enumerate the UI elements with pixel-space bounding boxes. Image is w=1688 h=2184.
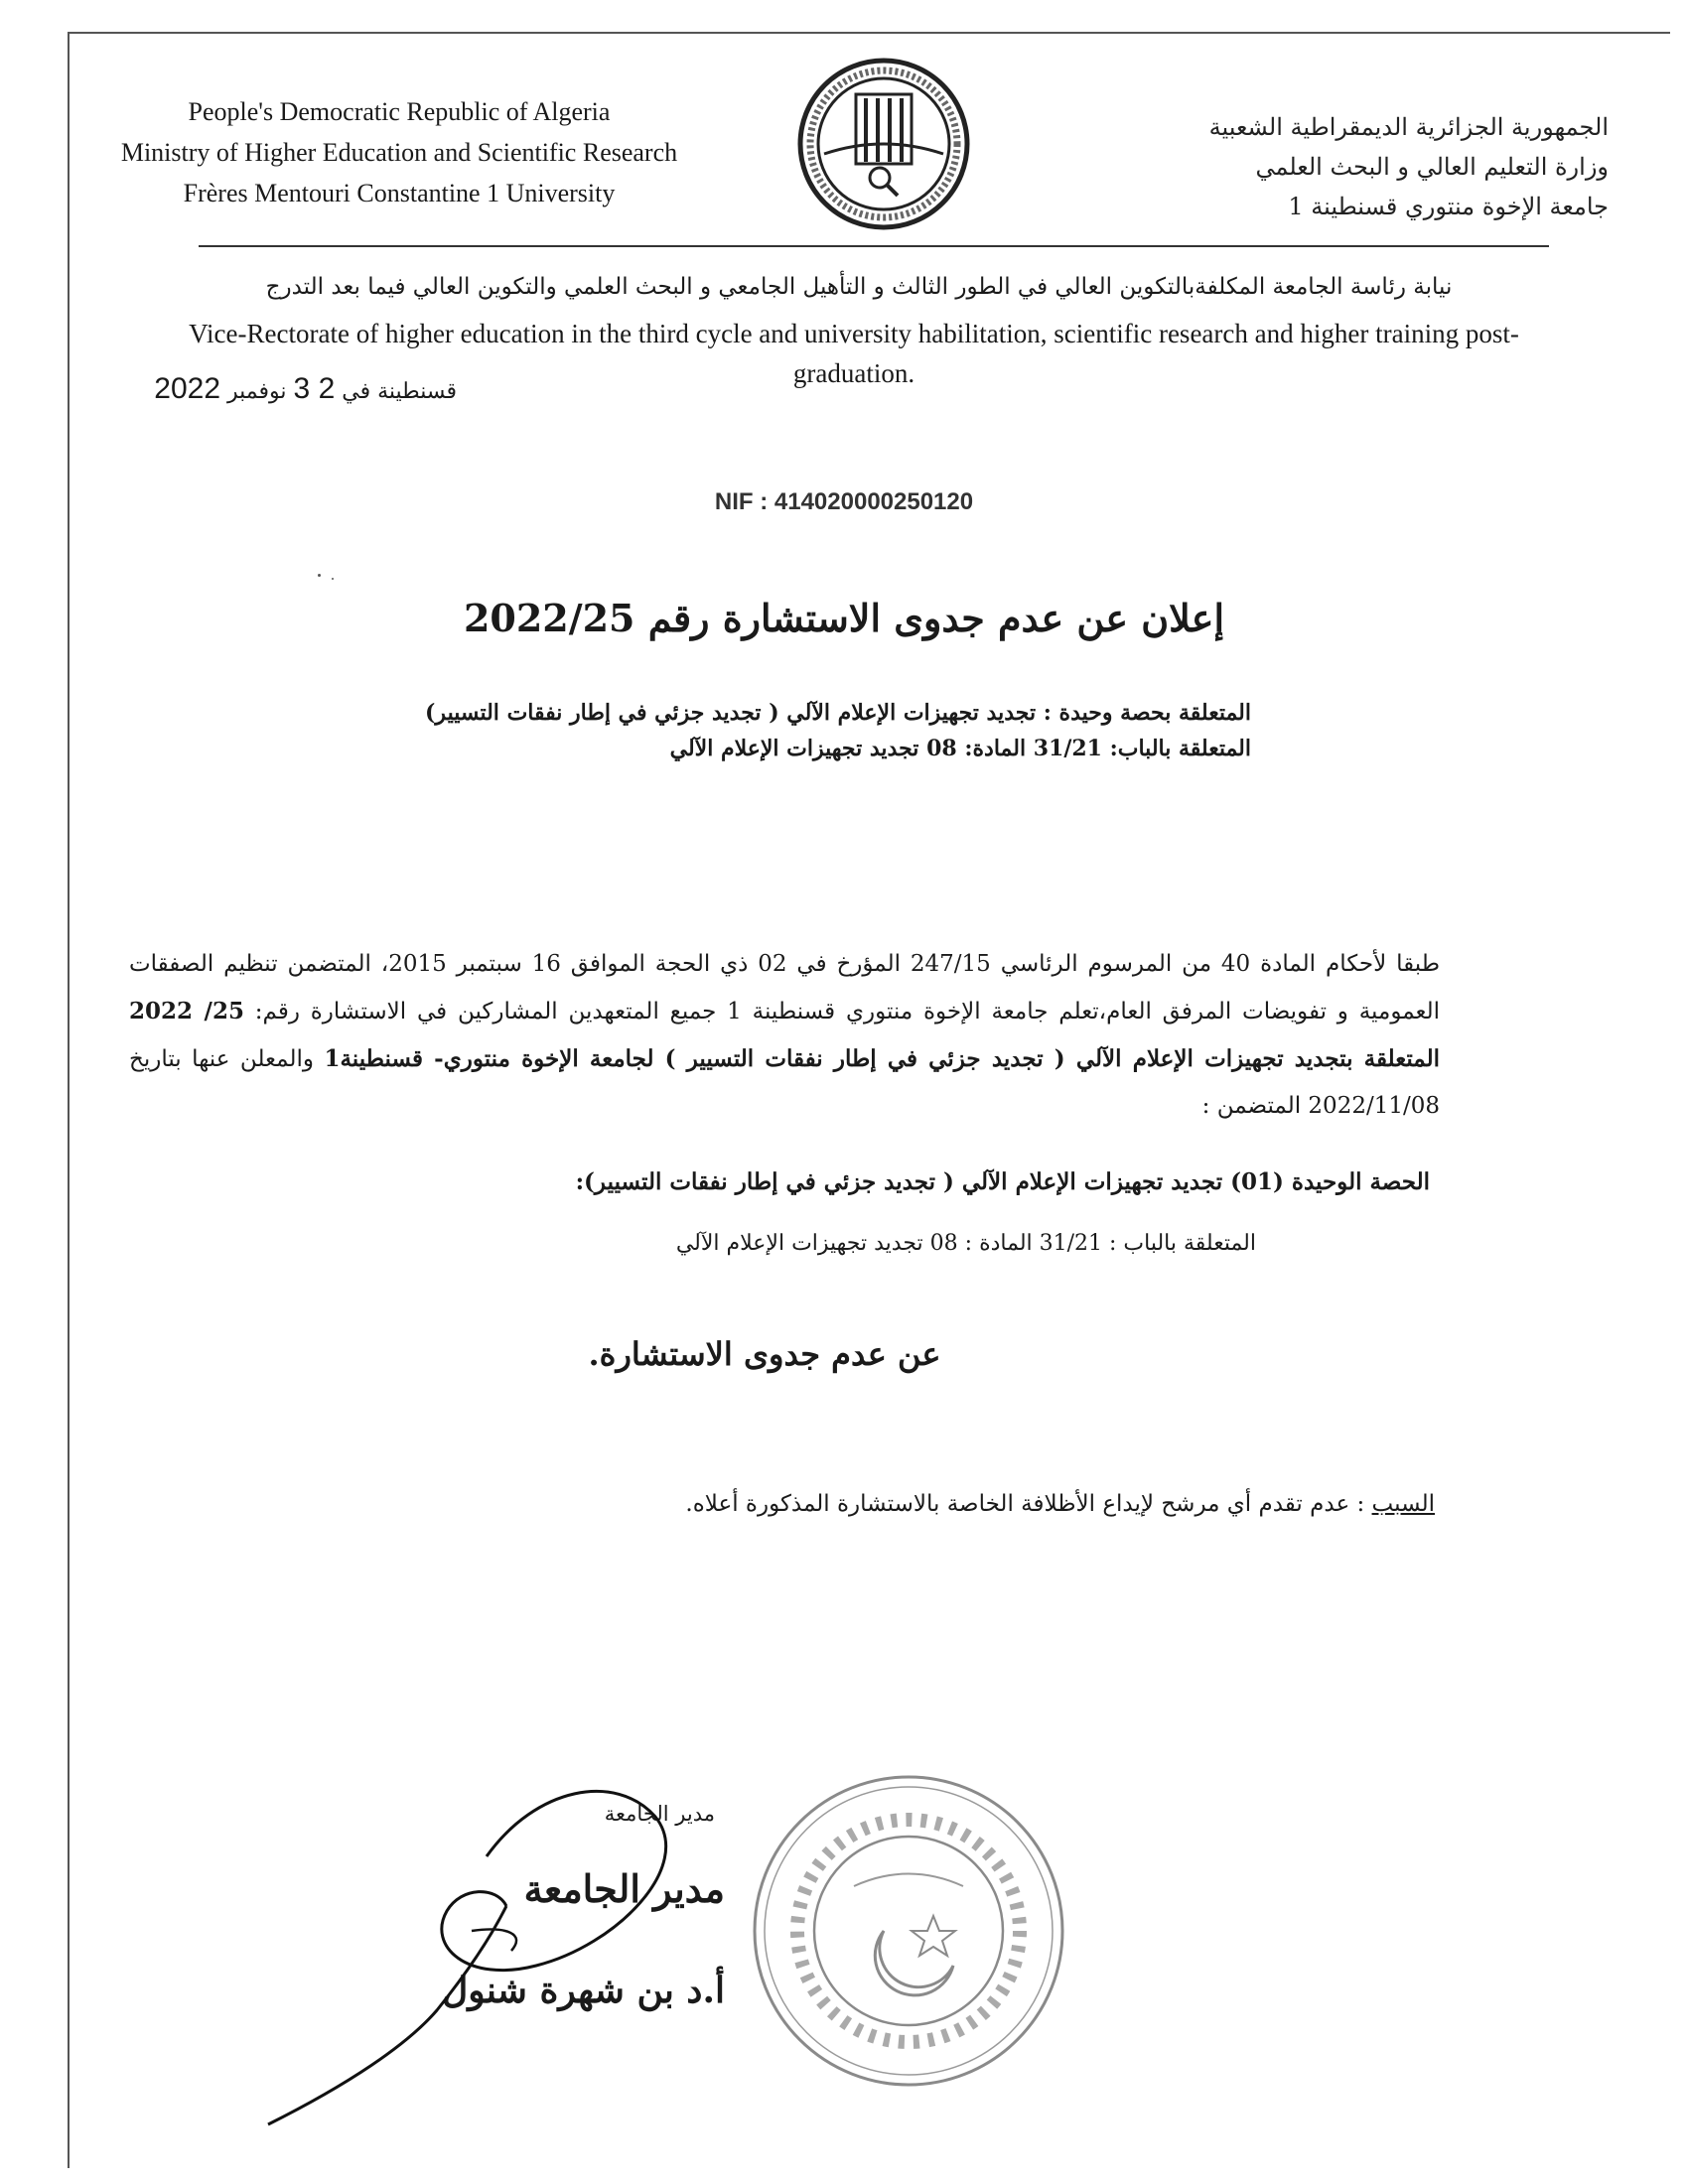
header-en-university: Frères Mentouri Constantine 1 University	[183, 179, 616, 207]
lot-line: الحصة الوحيدة (01) تجديد تجهيزات الإعلام الآلي ( تجديد جزئي في إطار نفقات التسيير):	[575, 1168, 1430, 1195]
header-ar-ministry: وزارة التعليم العالي و البحث العلمي	[1255, 153, 1609, 181]
signatory-title: مدير الجامعة	[523, 1866, 725, 1911]
header-ar-university: جامعة الإخوة منتوري قسنطينة 1	[1288, 193, 1609, 220]
date-day: 2 3	[293, 372, 336, 405]
subject-block	[248, 695, 1251, 766]
subject-line-1: المتعلقة بحصة وحيدة : تجديد تجهيزات الإعلام الآلي ( تجديد جزئي في إطار نفقات التسيير)	[425, 700, 1251, 726]
conclusion-line: عن عدم جدوى الاستشارة.	[588, 1335, 941, 1373]
header-english	[91, 91, 707, 213]
header-arabic	[1053, 107, 1609, 226]
body-part-1: طبقا لأحكام المادة 40 من المرسوم الرئاسي 247/15 المؤرخ في 02 ذي الحجة الموافق 16 سبتمبر 2015، المتضمن تنظيم الصفقات العمومية و تفويضات المرفق العام،تعلم جامعة الإخوة منتوري قسنطينة 1 جميع المتعهدين المشاركين في الاستشارة رقم:	[129, 951, 1441, 1024]
reason-label: السبب	[1371, 1491, 1435, 1517]
scan-speck	[318, 574, 321, 577]
date-prefix: قسنطينة في	[342, 379, 457, 404]
signatory-name: أ.د بن شهرة شنول	[442, 1970, 725, 2011]
signatory-label: مدير الجامعة	[604, 1802, 715, 1826]
body-part-3: والمعلن عنها بتاريخ 2022/11/08 المتضمن :	[129, 1046, 1440, 1119]
body-part-2: 25/ 2022 المتعلقة بتجديد تجهيزات الإعلام الآلي ( تجديد جزئي في إطار نفقات التسيير ) لجامعة الإخوة منتوري- قسنطينة1	[129, 998, 1440, 1072]
scan-speck	[332, 578, 334, 580]
body-paragraph	[129, 941, 1440, 1130]
header-en-ministry: Ministry of Higher Education and Scientific Research	[120, 138, 678, 167]
nif-number: NIF : 414020000250120	[714, 488, 974, 515]
document-title: إعلان عن عدم جدوى الاستشارة رقم 2022/25	[463, 596, 1225, 640]
header-divider	[199, 245, 1549, 247]
header-ar-country: الجمهورية الجزائرية الديمقراطية الشعبية	[1208, 113, 1609, 141]
vice-rectorate-english: Vice-Rectorate of higher education in the third cycle and university habilitation, scientific research and higher training post-graduation.	[189, 319, 1519, 388]
reason-text: : عدم تقدم أي مرشح لإيداع الأظلافة الخاصة بالاستشارة المذكورة أعلاه.	[685, 1491, 1365, 1517]
vice-rectorate-arabic: نيابة رئاسة الجامعة المكلفةبالتكوين العالي في الطور الثالث و التأهيل الجامعي و البحث العلمي والتكوين العالي فيما بعد التدرج	[265, 274, 1453, 300]
reason-line	[496, 1491, 1435, 1517]
handwritten-signature-icon	[258, 1777, 794, 2134]
date-month: نوفمبر	[227, 379, 287, 404]
university-logo-icon	[794, 55, 973, 233]
date-year: 2022	[154, 372, 221, 405]
header-en-country: People's Democratic Republic of Algeria	[188, 97, 611, 126]
document-date	[119, 372, 457, 406]
chapter-line: المتعلقة بالباب : 31/21 المادة : 08 تجديد تجهيزات الإعلام الآلي	[675, 1231, 1256, 1256]
subject-line-2: المتعلقة بالباب: 31/21 المادة: 08 تجديد تجهيزات الإعلام الآلي	[669, 736, 1251, 761]
